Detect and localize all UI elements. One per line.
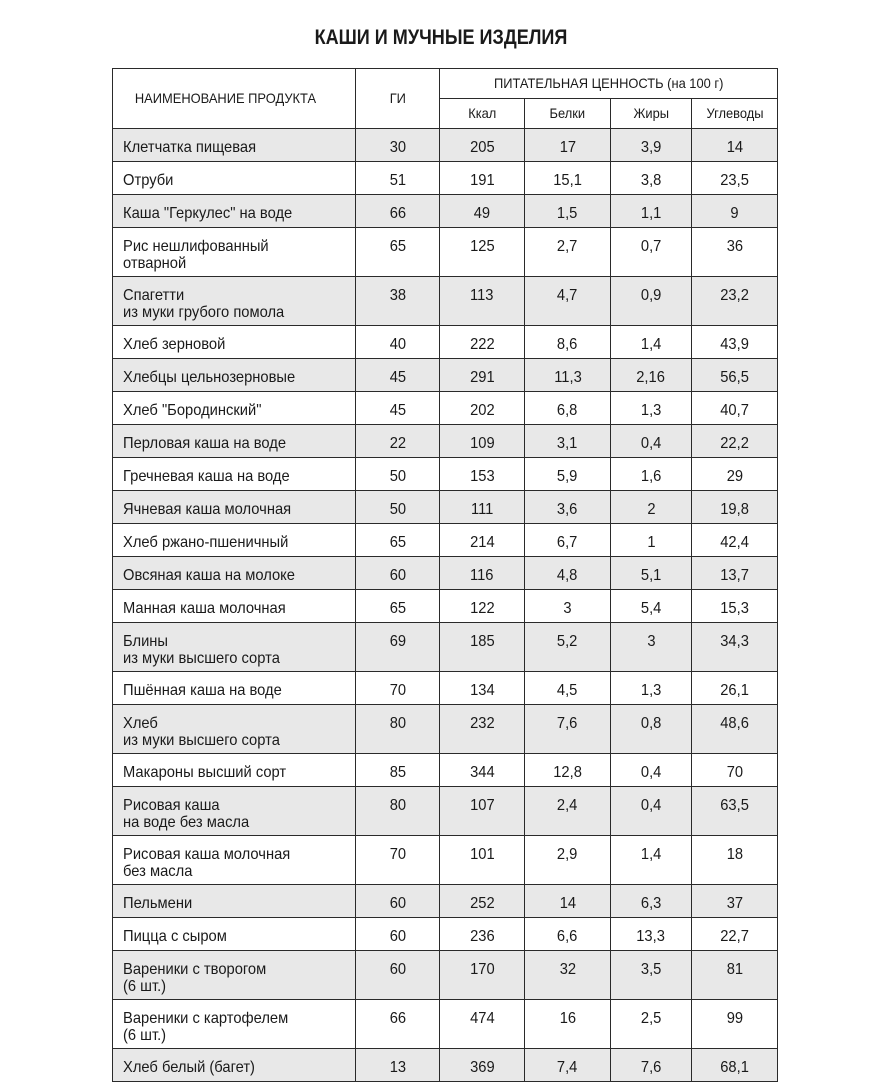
carbs-cell: 13,7 (692, 557, 778, 590)
table-row (113, 951, 778, 1000)
product-name-cell: Вареники с картофелем (6 шт.) (113, 1000, 356, 1049)
kcal-cell: 113 (440, 277, 525, 326)
product-name-cell: Хлеб из муки высшего сорта (113, 705, 356, 754)
carbs-cell: 43,9 (692, 326, 778, 359)
carbs-cell: 9 (692, 195, 778, 228)
header-fat: Жиры (611, 99, 692, 129)
product-name-cell: Хлеб ржано-пшеничный (113, 524, 356, 557)
protein-cell: 3,1 (525, 425, 611, 458)
kcal-cell: 170 (440, 951, 525, 1000)
product-name-cell: Каша "Геркулес" на воде (113, 195, 356, 228)
kcal-cell: 291 (440, 359, 525, 392)
carbs-cell: 23,2 (692, 277, 778, 326)
product-name-cell: Хлеб белый (багет) (113, 1049, 356, 1082)
gi-cell: 80 (356, 787, 440, 836)
header-gi: ГИ (356, 69, 440, 129)
header-kcal: Ккал (440, 99, 525, 129)
table-row (113, 885, 778, 918)
protein-cell: 6,6 (525, 918, 611, 951)
protein-cell: 15,1 (525, 162, 611, 195)
table-row (113, 557, 778, 590)
table-row (113, 836, 778, 885)
carbs-cell: 29 (692, 458, 778, 491)
product-name-cell: Макароны высший сорт (113, 754, 356, 787)
table-row (113, 672, 778, 705)
protein-cell: 2,9 (525, 836, 611, 885)
fat-cell: 0,4 (611, 754, 692, 787)
fat-cell: 3 (611, 623, 692, 672)
fat-cell: 2 (611, 491, 692, 524)
gi-cell: 51 (356, 162, 440, 195)
gi-cell: 60 (356, 557, 440, 590)
carbs-cell: 34,3 (692, 623, 778, 672)
carbs-cell: 40,7 (692, 392, 778, 425)
kcal-cell: 222 (440, 326, 525, 359)
kcal-cell: 109 (440, 425, 525, 458)
kcal-cell: 252 (440, 885, 525, 918)
carbs-cell: 63,5 (692, 787, 778, 836)
product-name-cell: Рис нешлифованный отварной (113, 228, 356, 277)
table-row (113, 425, 778, 458)
fat-cell: 0,7 (611, 228, 692, 277)
kcal-cell: 116 (440, 557, 525, 590)
kcal-cell: 107 (440, 787, 525, 836)
gi-cell: 65 (356, 228, 440, 277)
gi-cell: 38 (356, 277, 440, 326)
protein-cell: 7,6 (525, 705, 611, 754)
fat-cell: 2,16 (611, 359, 692, 392)
product-name-cell: Ячневая каша молочная (113, 491, 356, 524)
gi-cell: 22 (356, 425, 440, 458)
header-carbs: Углеводы (692, 99, 778, 129)
gi-cell: 13 (356, 1049, 440, 1082)
fat-cell: 13,3 (611, 918, 692, 951)
gi-cell: 65 (356, 524, 440, 557)
carbs-cell: 22,7 (692, 918, 778, 951)
fat-cell: 1,3 (611, 392, 692, 425)
table-row (113, 623, 778, 672)
carbs-cell: 68,1 (692, 1049, 778, 1082)
fat-cell: 0,9 (611, 277, 692, 326)
protein-cell: 3,6 (525, 491, 611, 524)
protein-cell: 32 (525, 951, 611, 1000)
nutrition-table (112, 68, 778, 1082)
kcal-cell: 49 (440, 195, 525, 228)
protein-cell: 5,2 (525, 623, 611, 672)
kcal-cell: 153 (440, 458, 525, 491)
gi-cell: 80 (356, 705, 440, 754)
protein-cell: 6,7 (525, 524, 611, 557)
kcal-cell: 134 (440, 672, 525, 705)
kcal-cell: 474 (440, 1000, 525, 1049)
product-name-cell: Пшённая каша на воде (113, 672, 356, 705)
protein-cell: 3 (525, 590, 611, 623)
carbs-cell: 15,3 (692, 590, 778, 623)
carbs-cell: 42,4 (692, 524, 778, 557)
fat-cell: 1,1 (611, 195, 692, 228)
table-row (113, 491, 778, 524)
product-name-cell: Клетчатка пищевая (113, 129, 356, 162)
kcal-cell: 214 (440, 524, 525, 557)
carbs-cell: 48,6 (692, 705, 778, 754)
protein-cell: 11,3 (525, 359, 611, 392)
fat-cell: 1,6 (611, 458, 692, 491)
table-row (113, 458, 778, 491)
protein-cell: 1,5 (525, 195, 611, 228)
product-name-cell: Отруби (113, 162, 356, 195)
table-row (113, 590, 778, 623)
gi-cell: 50 (356, 491, 440, 524)
product-name-cell: Блины из муки высшего сорта (113, 623, 356, 672)
fat-cell: 1,4 (611, 836, 692, 885)
gi-cell: 45 (356, 359, 440, 392)
product-name-cell: Рисовая каша на воде без масла (113, 787, 356, 836)
product-name-cell: Хлеб "Бородинский" (113, 392, 356, 425)
protein-cell: 4,8 (525, 557, 611, 590)
protein-cell: 5,9 (525, 458, 611, 491)
fat-cell: 7,6 (611, 1049, 692, 1082)
protein-cell: 14 (525, 885, 611, 918)
protein-cell: 7,4 (525, 1049, 611, 1082)
header-nutrition: ПИТАТЕЛЬНАЯ ЦЕННОСТЬ (на 100 г) (440, 69, 778, 99)
carbs-cell: 14 (692, 129, 778, 162)
carbs-cell: 99 (692, 1000, 778, 1049)
kcal-cell: 185 (440, 623, 525, 672)
protein-cell: 4,5 (525, 672, 611, 705)
fat-cell: 5,1 (611, 557, 692, 590)
fat-cell: 3,9 (611, 129, 692, 162)
gi-cell: 70 (356, 672, 440, 705)
table-row (113, 129, 778, 162)
gi-cell: 65 (356, 590, 440, 623)
table-row (113, 918, 778, 951)
product-name-cell: Рисовая каша молочная без масла (113, 836, 356, 885)
product-name-cell: Пицца с сыром (113, 918, 356, 951)
header-product: НАИМЕНОВАНИЕ ПРОДУКТА (113, 69, 356, 129)
gi-cell: 85 (356, 754, 440, 787)
fat-cell: 1,4 (611, 326, 692, 359)
protein-cell: 8,6 (525, 326, 611, 359)
carbs-cell: 18 (692, 836, 778, 885)
table-row (113, 195, 778, 228)
table-row (113, 277, 778, 326)
gi-cell: 60 (356, 885, 440, 918)
product-name-cell: Овсяная каша на молоке (113, 557, 356, 590)
fat-cell: 1,3 (611, 672, 692, 705)
header-protein: Белки (525, 99, 611, 129)
fat-cell: 5,4 (611, 590, 692, 623)
carbs-cell: 23,5 (692, 162, 778, 195)
gi-cell: 66 (356, 1000, 440, 1049)
kcal-cell: 236 (440, 918, 525, 951)
carbs-cell: 70 (692, 754, 778, 787)
table-row (113, 228, 778, 277)
gi-cell: 60 (356, 951, 440, 1000)
carbs-cell: 36 (692, 228, 778, 277)
kcal-cell: 369 (440, 1049, 525, 1082)
fat-cell: 0,4 (611, 787, 692, 836)
carbs-cell: 22,2 (692, 425, 778, 458)
kcal-cell: 191 (440, 162, 525, 195)
kcal-cell: 202 (440, 392, 525, 425)
gi-cell: 66 (356, 195, 440, 228)
table-row (113, 787, 778, 836)
kcal-cell: 111 (440, 491, 525, 524)
protein-cell: 12,8 (525, 754, 611, 787)
fat-cell: 3,5 (611, 951, 692, 1000)
gi-cell: 60 (356, 918, 440, 951)
fat-cell: 2,5 (611, 1000, 692, 1049)
kcal-cell: 344 (440, 754, 525, 787)
table-row (113, 754, 778, 787)
protein-cell: 2,4 (525, 787, 611, 836)
kcal-cell: 205 (440, 129, 525, 162)
product-name-cell: Гречневая каша на воде (113, 458, 356, 491)
fat-cell: 6,3 (611, 885, 692, 918)
kcal-cell: 122 (440, 590, 525, 623)
fat-cell: 0,4 (611, 425, 692, 458)
table-row (113, 1049, 778, 1082)
table-row (113, 1000, 778, 1049)
page-title: КАШИ И МУЧНЫЕ ИЗДЕЛИЯ (314, 26, 568, 49)
carbs-cell: 56,5 (692, 359, 778, 392)
table-row (113, 392, 778, 425)
fat-cell: 1 (611, 524, 692, 557)
fat-cell: 0,8 (611, 705, 692, 754)
gi-cell: 69 (356, 623, 440, 672)
fat-cell: 3,8 (611, 162, 692, 195)
table-row (113, 326, 778, 359)
table-row (113, 162, 778, 195)
table-row (113, 359, 778, 392)
gi-cell: 45 (356, 392, 440, 425)
kcal-cell: 101 (440, 836, 525, 885)
kcal-cell: 232 (440, 705, 525, 754)
carbs-cell: 26,1 (692, 672, 778, 705)
product-name-cell: Вареники с творогом (6 шт.) (113, 951, 356, 1000)
gi-cell: 30 (356, 129, 440, 162)
protein-cell: 2,7 (525, 228, 611, 277)
carbs-cell: 81 (692, 951, 778, 1000)
gi-cell: 50 (356, 458, 440, 491)
gi-cell: 40 (356, 326, 440, 359)
kcal-cell: 125 (440, 228, 525, 277)
product-name-cell: Манная каша молочная (113, 590, 356, 623)
product-name-cell: Спагетти из муки грубого помола (113, 277, 356, 326)
table-row (113, 705, 778, 754)
product-name-cell: Хлеб зерновой (113, 326, 356, 359)
protein-cell: 4,7 (525, 277, 611, 326)
carbs-cell: 37 (692, 885, 778, 918)
product-name-cell: Хлебцы цельнозерновые (113, 359, 356, 392)
protein-cell: 16 (525, 1000, 611, 1049)
carbs-cell: 19,8 (692, 491, 778, 524)
table-body (113, 129, 778, 1082)
product-name-cell: Пельмени (113, 885, 356, 918)
product-name-cell: Перловая каша на воде (113, 425, 356, 458)
table-row (113, 524, 778, 557)
protein-cell: 6,8 (525, 392, 611, 425)
gi-cell: 70 (356, 836, 440, 885)
protein-cell: 17 (525, 129, 611, 162)
